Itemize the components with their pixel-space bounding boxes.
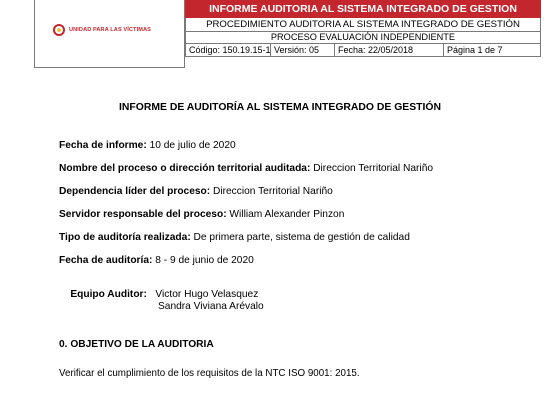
objective-paragraph: Verificar el cumplimiento de los requisitos de la NTC ISO 9001: 2015.: [59, 368, 360, 379]
field-label: Dependencia líder del proceso:: [59, 186, 211, 197]
field-audit-date: [59, 255, 254, 266]
document-date: Fecha: 22/05/2018: [334, 44, 443, 56]
seal-icon: [53, 24, 65, 36]
field-process-name: [59, 163, 433, 174]
field-label: Fecha de auditoría:: [59, 255, 153, 266]
logo-text: UNIDAD PARA LAS VÍCTIMAS: [69, 27, 151, 33]
field-value: Direccion Territorial Nariño: [210, 186, 333, 197]
document-title: INFORME DE AUDITORÍA AL SISTEMA INTEGRADO DE GESTIÓN: [119, 102, 441, 113]
field-value: William Alexander Pinzon: [226, 209, 345, 220]
field-value: Victor Hugo Velasquez: [146, 289, 259, 300]
field-lead-dependency: [59, 186, 333, 197]
field-label: Nombre del proceso o dirección territorial auditada:: [59, 163, 311, 174]
field-audit-team-second: Sandra Viviana Arévalo: [158, 301, 264, 312]
field-value: 10 de julio de 2020: [146, 140, 236, 151]
procedure-name: PROCEDIMIENTO AUDITORIA AL SISTEMA INTEGRADO DE GESTIÓN: [185, 18, 541, 32]
document-version: Versión: 05: [270, 44, 334, 56]
logo-cell: [34, 0, 185, 68]
field-label: Fecha de informe:: [59, 140, 147, 151]
field-value: 8 - 9 de junio de 2020: [152, 255, 254, 266]
field-report-date: [59, 140, 236, 151]
field-responsible-official: [59, 209, 344, 220]
field-audit-type: [59, 232, 410, 243]
field-label: Tipo de auditoría realizada:: [59, 232, 191, 243]
field-label: Equipo Auditor:: [70, 289, 147, 300]
section-heading: 0. OBJETIVO DE LA AUDITORIA: [59, 339, 214, 350]
report-header-title: INFORME AUDITORIA AL SISTEMA INTEGRADO DE GESTION: [185, 0, 541, 18]
page-number: Página 1 de 7: [443, 44, 541, 56]
process-name: PROCESO EVALUACIÓN INDEPENDIENTE: [185, 32, 541, 44]
field-value: Direccion Territorial Nariño: [310, 163, 434, 174]
logo: [53, 24, 151, 36]
field-label: Servidor responsable del proceso:: [59, 209, 227, 220]
field-value: De primera parte, sistema de gestión de calidad: [190, 232, 410, 243]
document-meta-row: [185, 43, 541, 57]
document-code: Código: 150.19.15-1: [185, 44, 270, 56]
